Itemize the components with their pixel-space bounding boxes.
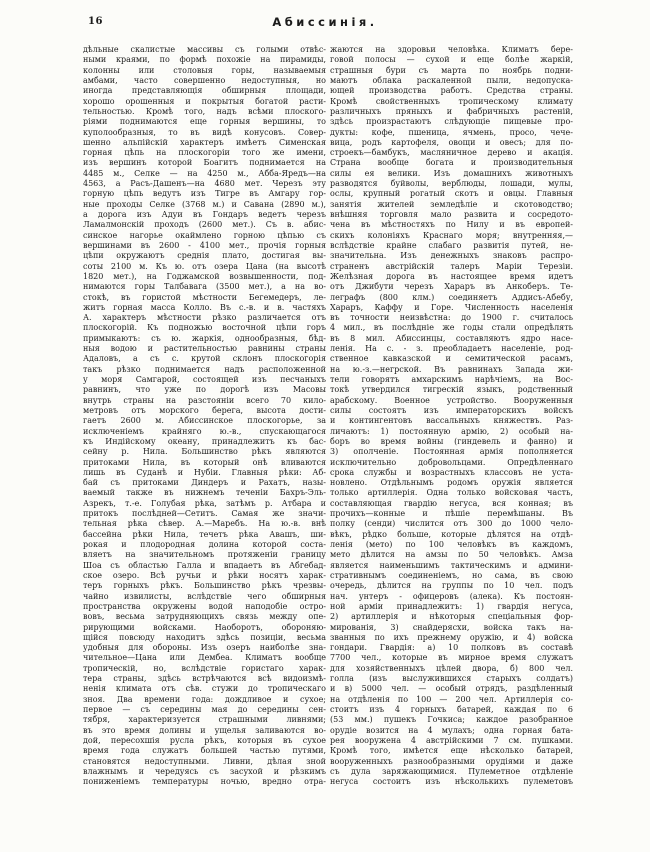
text-line: соты 2100 м. Къ ю. отъ озера Цана (на высотѣ <box>83 261 326 271</box>
text-line: время года служатъ большей частью путями, <box>83 746 326 756</box>
text-line: тропическій, но, вслѣдствіе гористаго харак- <box>83 663 326 673</box>
text-line: боръ во время войны (гиндевель и фанно) и <box>330 436 573 446</box>
text-line: вляетъ на значительномъ протяженіи границу <box>83 550 326 560</box>
text-line: Шоа съ областью Галла и впадаетъ въ Абгебад- <box>83 560 326 570</box>
text-line: Желѣзная дорога въ настоящее время идетъ <box>330 271 573 281</box>
text-column-right <box>330 45 573 788</box>
text-line: вица, родъ картофеля, овощи и овесъ; для по- <box>330 137 573 147</box>
text-line: дукты: кофе, пшеница, ячмень, просо, чече- <box>330 127 573 137</box>
text-line: вѣкъ, рѣдко больше, которые дѣлятся на отдѣ- <box>330 529 573 539</box>
text-line: въ 8 мил. Абиссинцы, составляютъ ядро насе- <box>330 333 573 343</box>
text-line: срока службы и возрастныхъ классовъ не уста- <box>330 467 573 477</box>
text-line: ленія (мето) по 100 человѣкъ въ каждомъ, <box>330 540 573 549</box>
text-line: вслѣдствіе крайне слабаго развитія путей, не- <box>330 240 573 250</box>
text-line: въ это время долины и ущелья заливаются во- <box>83 725 326 735</box>
text-line: ющей производства работъ. Средства страны. <box>330 86 573 96</box>
text-line: притоками Нила, въ который онѣ вливаются <box>83 457 326 467</box>
text-line: хорошо орошенныя и покрытыя богатой расти- <box>83 96 326 106</box>
text-line: Адаловъ, а съ с. крутой склонъ плоскогорія <box>83 354 326 364</box>
text-line: сейну р. Нила. Большинство рѣкъ являются <box>83 447 326 457</box>
text-line: Кромѣ того, имѣется еще нѣсколько батарей, <box>330 746 573 756</box>
text-line: шенно альпійскій характеръ имѣетъ Сименская <box>83 137 326 147</box>
text-line: такъ рѣзко поднимается надъ расположенной <box>83 364 326 374</box>
text-line: первое — съ середины мая до середины сен- <box>83 705 326 714</box>
text-line: тера страны, здѣсь встрѣчаются всѣ видоизмѣ- <box>83 674 326 684</box>
text-line: у моря Самгарой, состоящей изъ песчаныхъ <box>83 375 326 384</box>
text-line: изъ вершинъ которой Боагитъ поднимается на <box>83 158 326 168</box>
text-line: ной арміи принадлежитъ: 1) гвардія негуса, <box>330 601 573 611</box>
text-line: значительна. Изъ денежныхъ знаковъ распро- <box>330 251 573 261</box>
text-line: говой полосы — сухой и еще болѣе жаркій, <box>330 55 573 65</box>
text-line: колонны или столовыя горы, называемыя <box>83 65 326 75</box>
text-line: ныя водою и растительностью равнины страны <box>83 344 326 354</box>
text-line: ваемый также въ нижнемъ теченіи Бахръ-Эль- <box>83 488 326 498</box>
text-line: горная цѣпь на плоскогоріи того же имени, <box>83 148 326 158</box>
text-line: 4563, а Расъ-Дашенъ—на 4680 мет. Черезъ эту <box>83 179 326 189</box>
text-line: А. характеръ мѣстности рѣзко различается отъ <box>83 313 326 323</box>
text-line: маютъ облака раскаленной пыли, недопуска- <box>330 75 573 85</box>
text-line: на ю.-з.—негрской. Въ равнинахъ Запада жи- <box>330 364 573 374</box>
text-line: стоитъ изъ 4 горныхъ батарей, каждая по 6 <box>330 705 573 714</box>
text-line: ные проходы Селке (3768 м.) и Савана (2890 м.), <box>83 199 326 209</box>
text-line: тября, характеризуется страшными ливнями; <box>83 715 326 725</box>
text-line: токѣ утвердился тигрескій языкъ, родственный <box>330 385 573 395</box>
text-line: амбами, часто совершенно недоступныя, но <box>83 75 326 85</box>
text-line: мированія, 3) снайдерясхи, войска такъ на- <box>330 622 573 632</box>
text-line: стокѣ, въ гористой мѣстности Бегемедеръ, ле- <box>83 292 326 302</box>
text-line: бай съ притоками Диндеръ и Рахатъ, назы- <box>83 478 326 488</box>
text-line: страненъ австрійскій талеръ Маріи Терезіи. <box>330 261 573 271</box>
text-line: мето дѣлится на амзы по 50 человѣкъ. Амза <box>330 550 573 560</box>
text-line: тельностью. Кромѣ того, надъ всѣми плоского- <box>83 106 326 116</box>
text-line: становятся недоступными. Ливни, дѣлая зной <box>83 756 326 766</box>
text-line: внутрь страны на разстояніи всего 70 кило- <box>83 395 326 405</box>
text-line: синское нагорье окаймлено горною цѣпью съ <box>83 230 326 240</box>
text-line: ослы, крупный рогатый скотъ и овцы. Главныя <box>330 189 573 199</box>
text-line: жаются на здоровьи человѣка. Климатъ бере- <box>330 45 573 54</box>
text-line: вовъ, весьма затрудняющихъ связь между опе- <box>83 612 326 622</box>
text-line: отъ Джибути черезъ Хараръ въ Анкоберъ. Те- <box>330 282 573 292</box>
text-line: метровъ отъ морского берега, высота дости- <box>83 405 326 415</box>
text-line: Кромѣ свойственныхъ тропическому климату <box>330 96 573 106</box>
text-line: зноя. Два времени года: дождливое и сухое; <box>83 694 326 704</box>
text-line: скихъ колоніяхъ Краснаго моря; внутренняя,— <box>330 230 573 240</box>
text-line: примыкаютъ: съ ю. жаркія, однообразныя, бѣд- <box>83 333 326 343</box>
text-line: пониженіемъ температуры ночью, вредно отра- <box>83 777 326 787</box>
text-line: строекъ—бамбукъ, масляничное дерево и акація. <box>330 148 573 158</box>
text-line: различныхъ пряныхъ и фабричныхъ растеній, <box>330 106 573 116</box>
text-line: новлено. Отдѣльнымъ родомъ оружія является <box>330 478 573 488</box>
text-line: иногда представляющія обширныя площади, <box>83 86 326 96</box>
text-line: къ Индійскому океану, принадлежитъ къ бас- <box>83 436 326 446</box>
text-line: плоскогорій. Къ подножью восточной цѣпи горъ <box>83 323 326 333</box>
text-line: прочихъ—конные и пѣшіе перемѣшаны. Въ <box>330 509 573 519</box>
text-line: рокая и плодородная долина которой соста- <box>83 540 326 549</box>
text-line: личаютъ: 1) постоянную армію, 2) особый на- <box>330 426 573 436</box>
text-line: арабскому. Военное устройство. Вооруженныя <box>330 395 573 405</box>
text-line: гаетъ 2600 м. Абиссинское плоскогорье, за <box>83 416 326 426</box>
text-line: чена въ мѣстностяхъ по Нилу и въ европей- <box>330 220 573 230</box>
text-line: ріями поднимаются еще горныя вершины, то <box>83 117 326 127</box>
text-line: рея вооружена 4 австрійскими 7 см. пушками. <box>330 735 573 745</box>
text-line: нимаются горы Талбавага (3500 мет.), а на во- <box>83 282 326 292</box>
text-line: и контингентовъ вассальныхъ княжествъ. Раз- <box>330 416 573 426</box>
text-line: 3) ополченіе. Постоянная армія пополняется <box>330 447 573 457</box>
text-line: только артиллерія. Одна только войсковая часть, <box>330 488 573 498</box>
text-line: на отдѣленія по 100 — 200 чел. Артиллерія со- <box>330 694 573 704</box>
text-line: составляющая гвардію негуса, вся конная; въ <box>330 498 573 508</box>
text-line: влажнымъ и чередуясь съ засухой и рѣзкимъ <box>83 766 326 776</box>
text-line: силы ея велики. Изъ домашнихъ животныхъ <box>330 168 573 178</box>
text-line: дой, пересохшія русла рѣкъ, которыя въ сухое <box>83 735 326 745</box>
text-line: леграфъ (800 клм.) соединяетъ Аддисъ-Абебу, <box>330 292 573 302</box>
text-line: ленія. На с. - з. преобладаетъ населеніе, род- <box>330 344 573 354</box>
text-line: 2) артиллерія и нѣкоторыя спеціальныя фор- <box>330 612 573 622</box>
text-line: куполообразныя, то въ видѣ конусовъ. Совер- <box>83 127 326 137</box>
text-line: лишь въ Суданѣ и Нубіи. Главныя рѣки: Аб- <box>83 467 326 477</box>
text-column-left <box>83 45 326 788</box>
text-line: разводятся буйволы, верблюды, лошади, мулы, <box>330 179 573 189</box>
text-line: 4 мил., въ послѣдніе же годы стали опредѣлять <box>330 323 573 333</box>
text-line: тели говорятъ амхарскимъ нарѣчіемъ, на Вос- <box>330 375 573 384</box>
text-line: здѣсь произрастаютъ слѣдующіе пищевые про- <box>330 117 573 127</box>
text-line: равнинъ, что уже по дорогѣ изъ Масовы <box>83 385 326 395</box>
text-line: тельная рѣка сѣвер. А.—Маребъ. На ю.-в. внѣ <box>83 519 326 529</box>
text-line: и в) 5000 чел. — особый отрядъ, раздѣленный <box>330 684 573 694</box>
text-line: силы состоятъ изъ императорскихъ войскъ <box>330 405 573 415</box>
text-line: чайно извилисты, вслѣдствіе чего обширныя <box>83 591 326 601</box>
text-line: является наименьшимъ тактическимъ и админи- <box>330 560 573 570</box>
text-line: ственное кавказской и семитической расамъ, <box>330 354 573 364</box>
text-line: удобныя для обороны. Изъ озеръ наиболѣе зна- <box>83 643 326 653</box>
text-line: негуса состоитъ изъ нѣсколькихъ пулеметовъ <box>330 777 573 787</box>
text-line: полку (сенди) числится отъ 300 до 1000 чело- <box>330 519 573 529</box>
text-line: съ дула заряжающимися. Пулеметное отдѣленіе <box>330 766 573 776</box>
text-line: 4485 м., Селке — на 4250 м., Абба-Яредъ—на <box>83 168 326 178</box>
text-line: Азрекъ, т.-е. Голубая рѣка, затѣмъ р. Атбара и <box>83 498 326 508</box>
text-line: вооруженныхъ разнообразными орудіями и даже <box>330 756 573 766</box>
text-line: щійся повсюду находитъ здѣсь позиціи, весьма <box>83 632 326 642</box>
text-line: занятія жителей земледѣліе и скотоводство; <box>330 199 573 209</box>
text-line: вершинами въ 2600 - 4100 мет., прочія горныя <box>83 240 326 250</box>
text-line: 7700 чел., которые въ мирное время служатъ <box>330 653 573 663</box>
text-line: въ точности неизвѣстна: до 1900 г. считалось <box>330 313 573 323</box>
text-line: а дорога изъ Адуи въ Гондаръ ведетъ черезъ <box>83 210 326 219</box>
text-line: исключительно добровольцами. Опредѣленнаго <box>330 457 573 467</box>
text-line: гондари. Гвардія: а) 10 полковъ въ составѣ <box>330 643 573 653</box>
text-line: ными краями, по формѣ похожіе на пирамиды, <box>83 55 326 65</box>
text-line: ское озеро. Всѣ ручьи и рѣки носятъ харак- <box>83 570 326 580</box>
text-line: внѣшняя торговля мало развита и сосредото- <box>330 210 573 219</box>
text-line: Хараръ, Каффу и Горе. Численность населенія <box>330 302 573 312</box>
text-line: очередь, дѣлится на группы по 10 чел. подъ <box>330 581 573 591</box>
text-line: цѣпи окружаютъ среднія плато, достигая вы- <box>83 251 326 261</box>
text-line: теръ горныхъ рѣкъ. Большинство рѣкъ чрезвы- <box>83 581 326 591</box>
text-line: страшныя бури съ марта по ноябрь подни- <box>330 65 573 75</box>
text-line: житъ горная масса Колло. Въ с.-в. и в. частяхъ <box>83 302 326 312</box>
text-line: нач. унтеръ - офицеровъ (алека). Къ постоян- <box>330 591 573 601</box>
text-line: Страна вообще богата и производительныя <box>330 158 573 168</box>
text-line: чительное—Цана или Дембеа. Климатъ вообще <box>83 653 326 663</box>
text-line: бассейна рѣки Нила, течетъ рѣка Авашъ, ши- <box>83 529 326 539</box>
text-line: горную цѣпь ведутъ изъ Тигре въ Амгару гор- <box>83 189 326 199</box>
text-line: для хозяйственныхъ цѣлей двора, б) 800 чел. <box>330 663 573 673</box>
running-title: Абиссинія. <box>272 15 378 29</box>
text-line: рирующими войсками. Наоборотъ, обороняю- <box>83 622 326 632</box>
text-line: пространства окружены водой наподобіе остро- <box>83 601 326 611</box>
text-line: дѣльные скалистые массивы съ голыми отвѣс- <box>83 45 326 54</box>
text-line: стративнымъ соединеніемъ, но сама, въ свою <box>330 570 573 580</box>
text-line: 1820 мет.), на Годжамской возвышенности, под- <box>83 271 326 281</box>
text-line: притокъ послѣдней—Сетитъ. Самая же значи- <box>83 509 326 519</box>
text-line: Ламалмонскій проходъ (2600 мет.). Съ в. абис- <box>83 220 326 230</box>
text-line: (53 мм.) пушекъ Гочкиса; каждое разобранное <box>330 715 573 725</box>
text-line: ненія климата отъ сѣв. стужи до тропическаго <box>83 684 326 694</box>
page-number: 16 <box>88 16 103 27</box>
text-line: голла (изъ выслужившихся старыхъ солдатъ) <box>330 674 573 684</box>
text-line: званныя по ихъ прежнему оружію, и 4) войска <box>330 632 573 642</box>
text-line: орудіе возится на 4 мулахъ; одна горная бата- <box>330 725 573 735</box>
text-line: исключеніемъ крайняго ю.-в., спускающагося <box>83 426 326 436</box>
